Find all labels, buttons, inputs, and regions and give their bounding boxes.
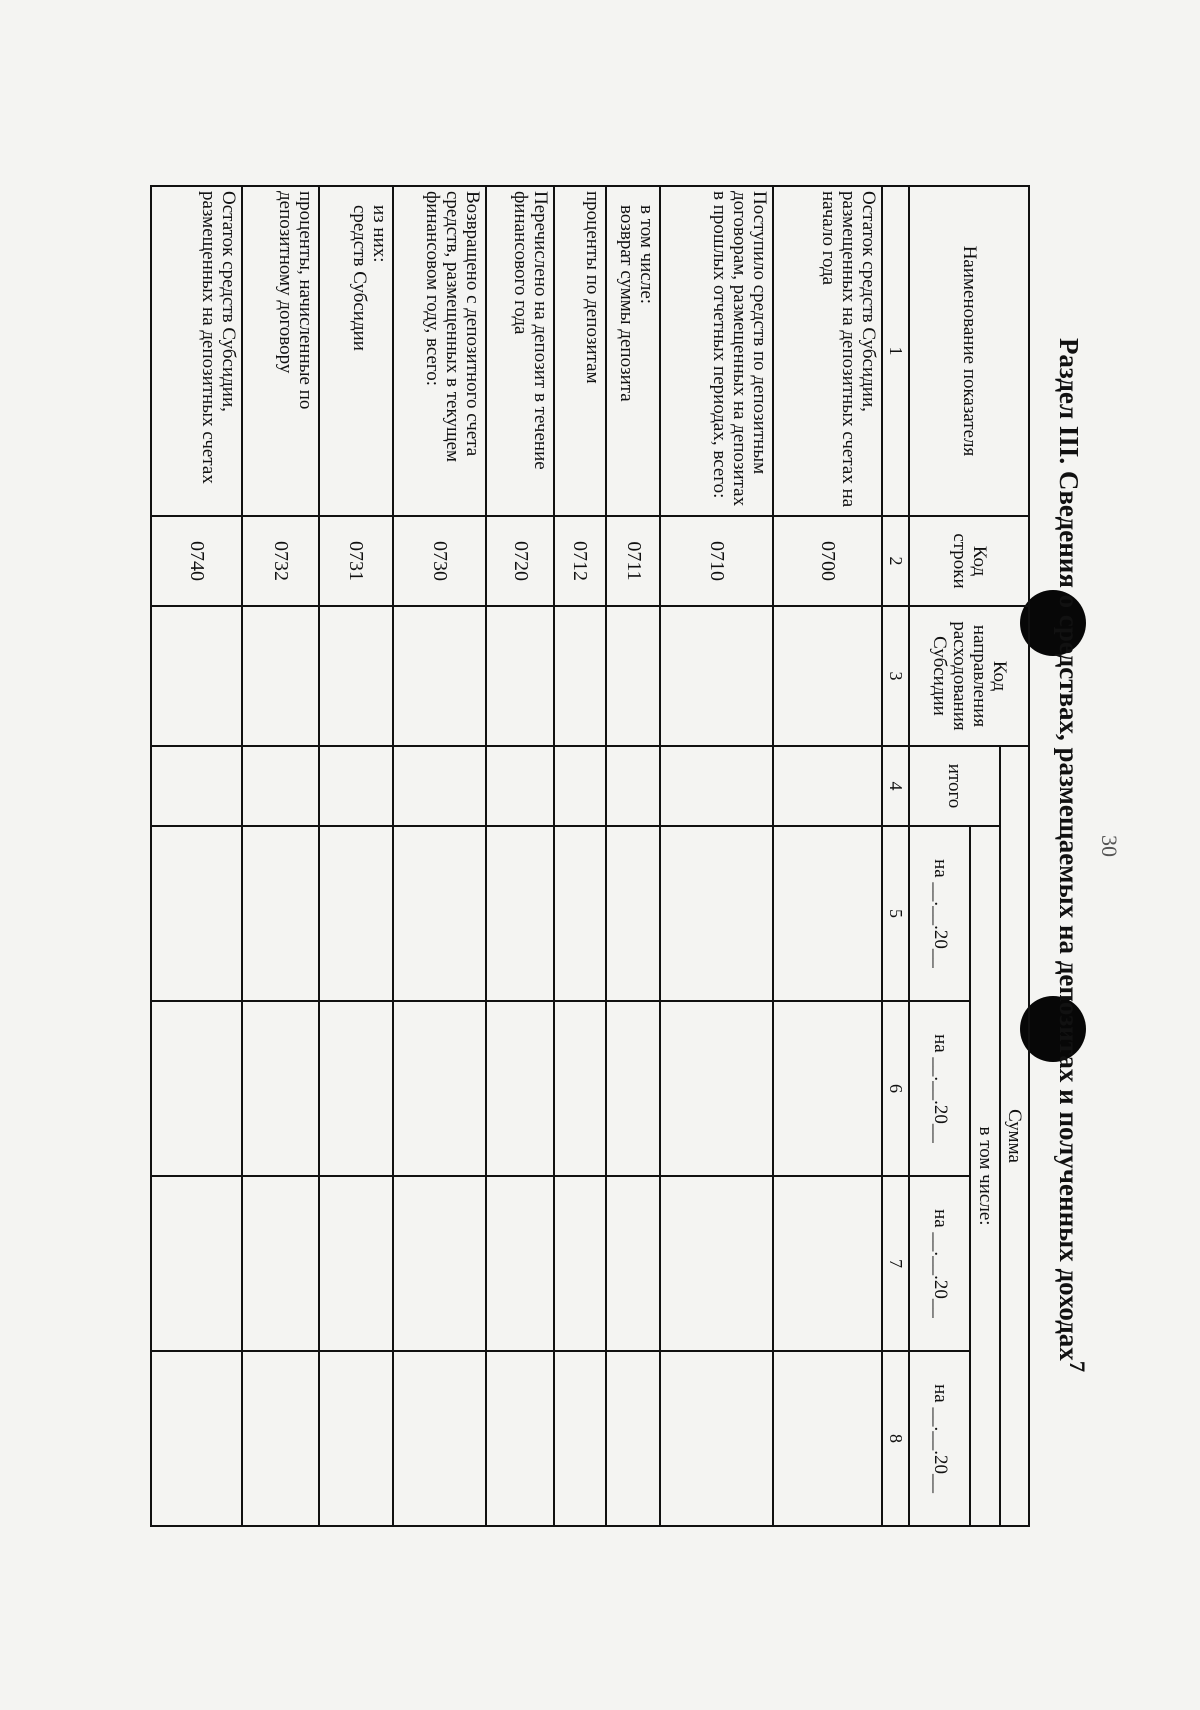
table-row [773, 186, 882, 1526]
document-page [130, 185, 1130, 1525]
header-incl: в том числе: [970, 826, 999, 1526]
col-number: 2 [882, 516, 909, 606]
value-cell[interactable] [151, 746, 242, 826]
row-code: 0720 [486, 516, 554, 606]
value-cell[interactable] [151, 1176, 242, 1351]
value-cell[interactable] [393, 1351, 486, 1526]
header-sum: Сумма [1000, 746, 1029, 1526]
col-number: 5 [882, 826, 909, 1001]
value-cell[interactable] [773, 826, 882, 1001]
value-cell[interactable] [319, 606, 394, 746]
value-cell[interactable] [606, 826, 660, 1001]
value-cell[interactable] [554, 1001, 606, 1176]
value-cell[interactable] [393, 1176, 486, 1351]
value-cell[interactable] [486, 1176, 554, 1351]
header-date-3: на __.__.20__ [909, 1176, 970, 1351]
value-cell[interactable] [660, 1001, 773, 1176]
col-number: 4 [882, 746, 909, 826]
row-name-cell [660, 186, 773, 516]
col-number: 7 [882, 1176, 909, 1351]
value-cell[interactable] [773, 1351, 882, 1526]
value-cell[interactable] [554, 826, 606, 1001]
row-name: возврат суммы депозита [616, 205, 638, 402]
value-cell[interactable] [151, 1351, 242, 1526]
table-row [486, 186, 554, 1526]
header-date-4: на __.__.20__ [909, 1351, 970, 1526]
value-cell[interactable] [660, 826, 773, 1001]
value-cell[interactable] [773, 606, 882, 746]
value-cell[interactable] [242, 746, 319, 826]
col-number: 3 [882, 606, 909, 746]
value-cell[interactable] [319, 1176, 394, 1351]
value-cell[interactable] [606, 1351, 660, 1526]
value-cell[interactable] [319, 746, 394, 826]
row-name-cell [773, 186, 882, 516]
row-prefix: в том числе: [636, 205, 658, 305]
value-cell[interactable] [554, 606, 606, 746]
table-row [151, 186, 242, 1526]
col-number: 1 [882, 186, 909, 516]
row-code: 0712 [554, 516, 606, 606]
value-cell[interactable] [773, 1001, 882, 1176]
row-name-cell [606, 186, 660, 516]
row-name: Остаток средств Субсидии, размещенных на депозитных счетах [197, 191, 239, 484]
footnote-mark: 7 [1065, 1360, 1090, 1373]
table-row [554, 186, 606, 1526]
row-name-cell [486, 186, 554, 516]
value-cell[interactable] [606, 746, 660, 826]
header-code: Код строки [909, 516, 1029, 606]
row-code: 0732 [242, 516, 319, 606]
value-cell[interactable] [606, 1001, 660, 1176]
row-name: проценты, начисленные по депозитному договору [274, 191, 316, 410]
value-cell[interactable] [606, 1176, 660, 1351]
value-cell[interactable] [660, 1351, 773, 1526]
row-name: Возвращено с депозитного счета средств, размещенных в текущем финансовом году, всего: [422, 191, 484, 463]
row-name-cell [151, 186, 242, 516]
value-cell[interactable] [554, 1176, 606, 1351]
row-code: 0730 [393, 516, 486, 606]
value-cell[interactable] [660, 746, 773, 826]
table-row [606, 186, 660, 1526]
rotated-document [130, 185, 1130, 1525]
value-cell[interactable] [486, 826, 554, 1001]
value-cell[interactable] [660, 1176, 773, 1351]
value-cell[interactable] [242, 1176, 319, 1351]
value-cell[interactable] [554, 746, 606, 826]
col-number: 6 [882, 1001, 909, 1176]
value-cell[interactable] [151, 606, 242, 746]
header-total: итого [909, 746, 999, 826]
value-cell[interactable] [242, 1001, 319, 1176]
value-cell[interactable] [393, 1001, 486, 1176]
value-cell[interactable] [393, 606, 486, 746]
row-code: 0711 [606, 516, 660, 606]
value-cell[interactable] [554, 1351, 606, 1526]
deposits-table [150, 185, 1030, 1527]
value-cell[interactable] [773, 1176, 882, 1351]
header-date-1: на __.__.20__ [909, 826, 970, 1001]
row-name: проценты по депозитам [582, 191, 604, 384]
value-cell[interactable] [242, 606, 319, 746]
value-cell[interactable] [151, 1001, 242, 1176]
row-code: 0710 [660, 516, 773, 606]
header-direction: Код направления расходования Субсидии [909, 606, 1029, 746]
row-name: Остаток средств Субсидии, размещенных на депозитных счетах на начало года [818, 191, 880, 508]
row-code: 0740 [151, 516, 242, 606]
value-cell[interactable] [606, 606, 660, 746]
section-title [1053, 185, 1090, 1525]
header-name: Наименование показателя [909, 186, 1029, 516]
value-cell[interactable] [242, 826, 319, 1001]
row-name: Перечислено на депозит в течение финансового года [510, 191, 551, 470]
value-cell[interactable] [486, 1001, 554, 1176]
table-row [393, 186, 486, 1526]
section-title-text: Раздел III. Сведения о средствах, размещаемых на депозитах и полученных доходах [1054, 337, 1084, 1361]
row-name: Поступило средств по депозитным договорам, размещенных на депозитах в прошлых отчетных периодах, всего: [709, 191, 771, 507]
value-cell[interactable] [660, 606, 773, 746]
value-cell[interactable] [486, 1351, 554, 1526]
value-cell[interactable] [773, 746, 882, 826]
row-name-cell [319, 186, 394, 516]
row-name-cell [554, 186, 606, 516]
value-cell[interactable] [393, 746, 486, 826]
row-prefix: из них: [369, 205, 391, 263]
table-row [319, 186, 394, 1526]
value-cell[interactable] [319, 826, 394, 1001]
value-cell[interactable] [393, 826, 486, 1001]
header-date-2: на __.__.20__ [909, 1001, 970, 1176]
row-name: средств Субсидии [349, 205, 371, 351]
table-row [660, 186, 773, 1526]
table-row [242, 186, 319, 1526]
page-number: 30 [1097, 835, 1122, 857]
row-name-cell [393, 186, 486, 516]
value-cell[interactable] [151, 826, 242, 1001]
value-cell[interactable] [486, 606, 554, 746]
value-cell[interactable] [242, 1351, 319, 1526]
row-name-cell [242, 186, 319, 516]
value-cell[interactable] [486, 746, 554, 826]
value-cell[interactable] [319, 1001, 394, 1176]
value-cell[interactable] [319, 1351, 394, 1526]
row-code: 0731 [319, 516, 394, 606]
col-number: 8 [882, 1351, 909, 1526]
row-code: 0700 [773, 516, 882, 606]
